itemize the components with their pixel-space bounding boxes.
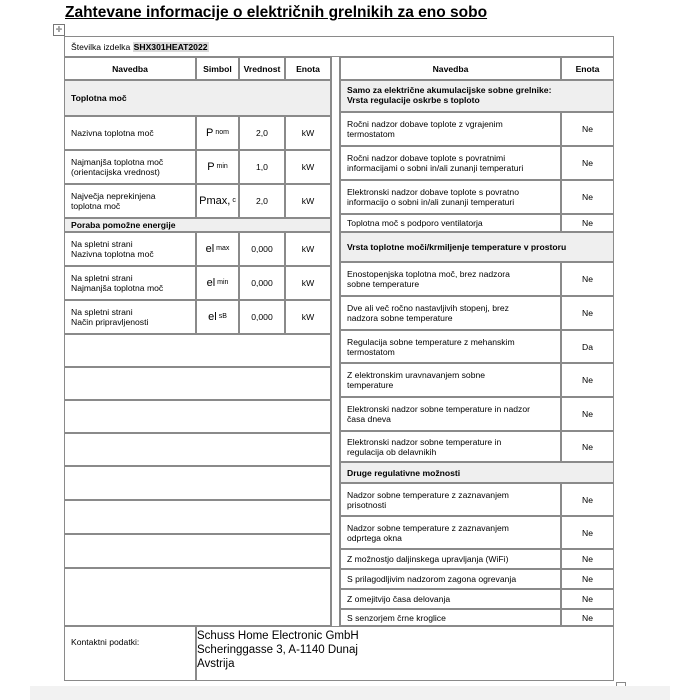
left-header-simbol: Simbol xyxy=(196,57,239,80)
aux-row-label: Na spletni strani Nazivna toplotna moč xyxy=(64,232,196,266)
bottom-bar xyxy=(30,686,670,700)
left-header-navedba: Navedba xyxy=(64,57,196,80)
heat-row-value: 1,0 xyxy=(239,150,285,184)
empty-row xyxy=(64,568,331,626)
section-other-options: Druge regulativne možnosti xyxy=(340,462,614,483)
heat-row-label: Nazivna toplotna moč xyxy=(64,116,196,150)
heater-info-table xyxy=(64,36,614,681)
heat-row-label: Najmanjša toplotna moč (orientacijska vrednost) xyxy=(64,150,196,184)
aux-row-value: 0,000 xyxy=(239,266,285,300)
aux-row-label: Na spletni strani Način pripravljenosti xyxy=(64,300,196,334)
heat-row-symbol: P nom xyxy=(196,116,239,150)
heat-row-label: Največja neprekinjena toplotna moč xyxy=(64,184,196,218)
heat-row-value: 2,0 xyxy=(239,184,285,218)
contact-label: Kontaktni podatki: xyxy=(64,626,196,681)
model-row xyxy=(64,36,614,57)
contact-details xyxy=(196,626,614,681)
control-row-answer: Ne xyxy=(561,569,614,589)
control-row-label: S senzorjem črne kroglice xyxy=(340,609,561,626)
empty-row xyxy=(64,534,331,568)
control-row-label: S prilagodljivim nadzorom zagona ogrevanja xyxy=(340,569,561,589)
control-row-answer: Ne xyxy=(561,296,614,330)
control-row-label: Elektronski nadzor dobave toplote s povratno informacijo o sobni in/ali zunanji temperaturi xyxy=(340,180,561,214)
contact-line: Avstrija xyxy=(197,658,235,670)
control-row-answer: Ne xyxy=(561,431,614,462)
control-row-answer: Ne xyxy=(561,112,614,146)
table-move-handle-icon[interactable]: ✛ xyxy=(53,24,65,36)
aux-row-unit: kW xyxy=(285,232,331,266)
control-row-answer: Ne xyxy=(561,262,614,296)
control-row-label: Z možnostjo daljinskega upravljanja (WiFi) xyxy=(340,549,561,569)
control-row-label: Toplotna moč s podporo ventilatorja xyxy=(340,214,561,232)
aux-row-symbol: el min xyxy=(196,266,239,300)
empty-row xyxy=(64,466,331,500)
control-row-answer: Ne xyxy=(561,549,614,569)
control-row-label: Dve ali več ročno nastavljivih stopenj, brez nadzora sobne temperature xyxy=(340,296,561,330)
control-row-answer: Ne xyxy=(561,180,614,214)
control-row-answer: Ne xyxy=(561,609,614,626)
contact-line: Scheringgasse 3, A-1140 Dunaj xyxy=(197,644,358,656)
model-number: SHX301HEAT2022 xyxy=(133,41,208,52)
control-row-answer: Ne xyxy=(561,214,614,232)
empty-row xyxy=(64,433,331,466)
control-row-label: Ročni nadzor dobave toplote s povratnimi informacijami o sobni in/ali zunanji temperaturi xyxy=(340,146,561,180)
section-room-control: Vrsta toplotne moči/krmiljenje temperature v prostoru xyxy=(340,232,614,262)
right-header-navedba: Navedba xyxy=(340,57,561,80)
heat-row-unit: kW xyxy=(285,150,331,184)
heat-row-unit: kW xyxy=(285,184,331,218)
empty-row xyxy=(64,500,331,534)
aux-row-unit: kW xyxy=(285,266,331,300)
empty-row xyxy=(64,400,331,433)
right-header-enota: Enota xyxy=(561,57,614,80)
heat-row-symbol: Pmax, c xyxy=(196,184,239,218)
section-heat-output: Toplotna moč xyxy=(64,80,331,116)
heat-row-unit: kW xyxy=(285,116,331,150)
control-row-answer: Ne xyxy=(561,397,614,431)
aux-row-symbol: el sB xyxy=(196,300,239,334)
control-row-label: Elektronski nadzor sobne temperature in nadzor časa dneva xyxy=(340,397,561,431)
left-header-enota: Enota xyxy=(285,57,331,80)
control-row-label: Nadzor sobne temperature z zaznavanjem odprtega okna xyxy=(340,516,561,549)
control-row-label: Z omejitvijo časa delovanja xyxy=(340,589,561,609)
aux-row-label: Na spletni strani Najmanjša toplotna moč xyxy=(64,266,196,300)
control-row-label: Z elektronskim uravnavanjem sobne temperature xyxy=(340,363,561,397)
control-row-answer: Ne xyxy=(561,483,614,516)
empty-row xyxy=(64,367,331,400)
control-row-answer: Da xyxy=(561,330,614,363)
document-title: Zahtevane informacije o električnih grelnikih za eno sobo xyxy=(65,4,488,21)
heat-row-symbol: P min xyxy=(196,150,239,184)
empty-row xyxy=(64,334,331,367)
control-row-label: Regulacija sobne temperature z mehanskim termostatom xyxy=(340,330,561,363)
aux-row-symbol: el max xyxy=(196,232,239,266)
section-aux-energy: Poraba pomožne energije xyxy=(64,218,331,232)
model-label: Številka izdelka xyxy=(71,41,131,52)
control-row-answer: Ne xyxy=(561,146,614,180)
section-storage: Samo za električne akumulacijske sobne grelnike: Vrsta regulacije oskrbe s toploto xyxy=(340,80,614,112)
aux-row-unit: kW xyxy=(285,300,331,334)
aux-row-value: 0,000 xyxy=(239,300,285,334)
control-row-label: Nadzor sobne temperature z zaznavanjem prisotnosti xyxy=(340,483,561,516)
heat-row-value: 2,0 xyxy=(239,116,285,150)
left-header-vrednost: Vrednost xyxy=(239,57,285,80)
contact-line: Schuss Home Electronic GmbH xyxy=(197,630,359,642)
control-row-answer: Ne xyxy=(561,516,614,549)
column-gap xyxy=(331,57,340,626)
control-row-label: Enostopenjska toplotna moč, brez nadzora sobne temperature xyxy=(340,262,561,296)
control-row-answer: Ne xyxy=(561,589,614,609)
aux-row-value: 0,000 xyxy=(239,232,285,266)
control-row-label: Ročni nadzor dobave toplote z vgrajenim termostatom xyxy=(340,112,561,146)
control-row-label: Elektronski nadzor sobne temperature in regulacija ob delavnikih xyxy=(340,431,561,462)
control-row-answer: Ne xyxy=(561,363,614,397)
